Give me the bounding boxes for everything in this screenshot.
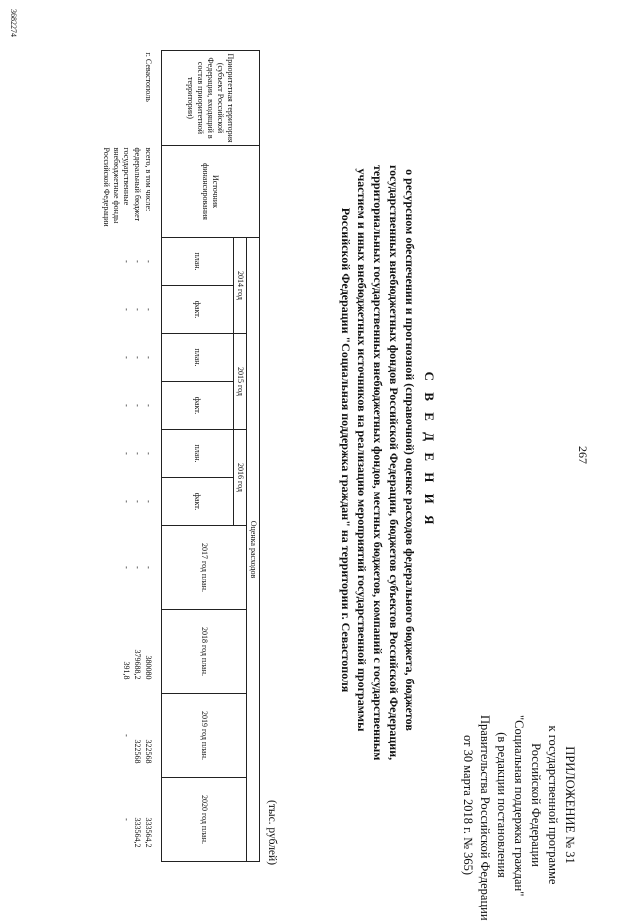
document-title: С В Е Д Е Н И Я [422, 371, 437, 529]
value-cell: - [144, 356, 153, 359]
value-cell: - [122, 734, 131, 737]
value-cell: - [133, 500, 142, 503]
header-2020-plan: 2020 год план. [162, 778, 247, 862]
header-expenditure-estimate: Оценка расходов [247, 238, 260, 862]
value-cell: - [133, 260, 142, 263]
appendix-line: Правительства Российской Федерации [478, 715, 492, 921]
header-year-2014: 2014 год [234, 238, 247, 334]
header-plan: план. [162, 238, 234, 286]
subtitle-line: о ресурсном обеспечении и прогнозной (справочной) оценке расходов федерального бюджета, бюджетов [403, 169, 417, 731]
value-cell: - [122, 356, 131, 359]
value-cell: 322568 [144, 739, 153, 764]
table-row [131, 51, 142, 862]
appendix-header [459, 715, 578, 921]
subtitle-line: территориальных государственных внебюджетных фондов, местных бюджетов, компаний с государственным [371, 165, 385, 761]
table-row [101, 51, 131, 862]
value-cell: - [144, 260, 153, 263]
value-cell: - [133, 452, 142, 455]
value-cell: - [122, 260, 131, 263]
value-cell: 322568 [133, 739, 142, 764]
header-2018-plan: 2018 год план. [162, 610, 247, 694]
document-id: 3682274 [9, 9, 18, 37]
units-label: (тыс. рублей) [266, 800, 278, 866]
header-year-2015: 2015 год [234, 334, 247, 430]
header-2017-plan: 2017 год план. [162, 526, 247, 610]
value-cell: - [144, 500, 153, 503]
appendix-line: Российской Федерации [529, 743, 543, 867]
header-fact: факт. [162, 286, 234, 334]
source-cell: всего, в том числе: [144, 147, 153, 212]
appendix-line: "Социальная поддержка граждан" [512, 715, 526, 897]
header-territory: Приоритетная территория (субъект Российской Федерации, входящий в состав приоритетной территории) [162, 51, 260, 146]
territory-cell: г. Севастополь [144, 52, 153, 102]
header-fact: факт. [162, 382, 234, 430]
appendix-line: к государственной программе [546, 725, 560, 885]
value-cell: - [122, 500, 131, 503]
source-cell: федеральный бюджет [133, 147, 142, 222]
header-source: Источник финансирования [162, 146, 260, 238]
subtitle-line: государственных внебюджетных фондов Российской Федерации, бюджетов субъектов Российской Федерации, [387, 165, 401, 761]
appendix-line: от 30 марта 2018 г. № 365) [461, 734, 475, 876]
value-cell: 379688,2 [133, 649, 142, 680]
value-cell: - [144, 452, 153, 455]
value-cell: 380080 [144, 655, 153, 680]
header-plan: план. [162, 430, 234, 478]
value-cell: - [133, 308, 142, 311]
header-2019-plan: 2019 год план. [162, 694, 247, 778]
value-cell: - [122, 404, 131, 407]
source-cell: государственные внебюджетные фонды Российской Федерации [102, 147, 131, 227]
value-cell: - [144, 308, 153, 311]
value-cell: - [122, 452, 131, 455]
value-cell: - [122, 308, 131, 311]
value-cell: - [144, 566, 153, 569]
value-cell: - [144, 404, 153, 407]
appendix-line: (в редакции постановления [495, 732, 509, 878]
header-year-2016: 2016 год [234, 430, 247, 526]
value-cell: - [122, 818, 131, 821]
subtitle-line: Российской Федерации "Социальная поддержка граждан" на территории г. Севастополя [339, 207, 353, 693]
value-cell: 391,8 [122, 661, 131, 680]
table-row [142, 51, 162, 862]
value-cell: - [133, 566, 142, 569]
value-cell: - [133, 356, 142, 359]
document-subtitle [338, 165, 418, 761]
header-fact: факт. [162, 478, 234, 526]
subtitle-line: участием и иных внебюджетных источников на реализацию мероприятий государственной программы [355, 168, 369, 732]
expenditure-table [101, 50, 260, 862]
value-cell: - [133, 404, 142, 407]
value-cell: - [122, 566, 131, 569]
appendix-line: ПРИЛОЖЕНИЕ № 31 [563, 746, 577, 864]
value-cell: 333564,2 [144, 817, 153, 848]
header-plan: план. [162, 334, 234, 382]
value-cell: 333564,2 [133, 817, 142, 848]
page-number: 267 [576, 446, 590, 464]
